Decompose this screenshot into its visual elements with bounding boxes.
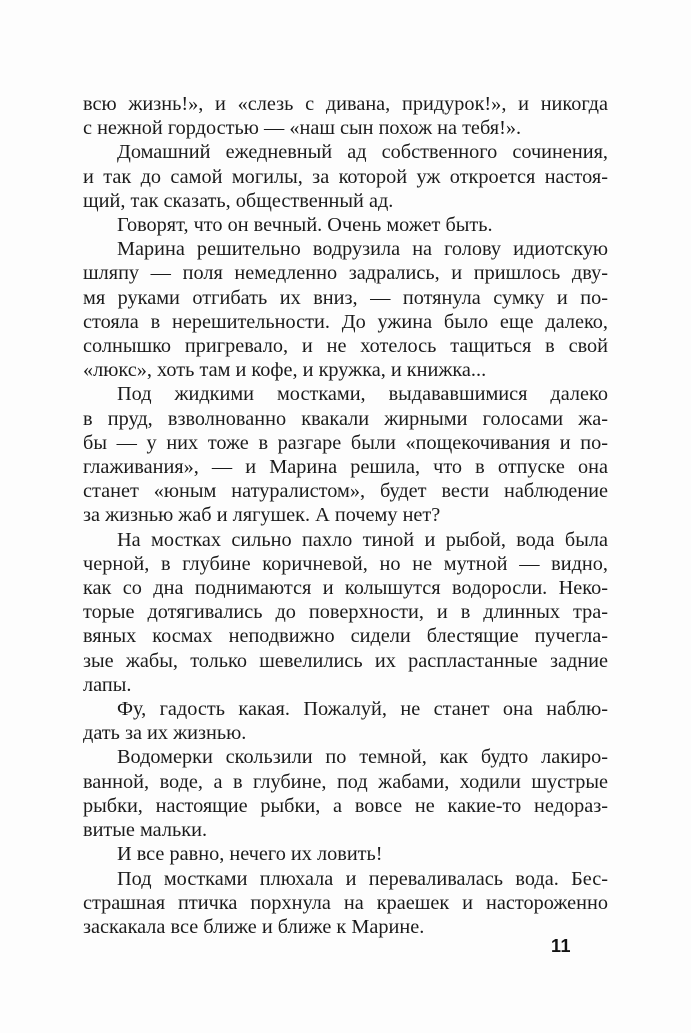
- text-line: станет «юным натуралистом», будет вести наблюдение: [83, 480, 608, 503]
- text-line: страшная птичка порхнула на краешек и настороженно: [83, 891, 608, 914]
- paragraph: [83, 237, 608, 382]
- paragraph: [83, 842, 608, 866]
- text-line: глаживания», — и Марина решила, что в отпуске она: [83, 456, 608, 479]
- text-line: торые дотягивались до поверхности, и в длинных тра-: [83, 601, 608, 624]
- text-line: витые мальки.: [83, 819, 208, 842]
- paragraph: [83, 867, 608, 940]
- text-line: мя руками отгибать их вниз, — потянула сумку и по-: [83, 286, 608, 309]
- text-line: за жизнью жаб и лягушек. А почему нет?: [83, 504, 441, 527]
- text-line: бы — у них тоже в разгаре были «пощекочивания и по-: [83, 431, 608, 454]
- text-line: И все равно, нечего их ловить!: [117, 843, 383, 866]
- text-line: На мостках сильно пахло тиной и рыбой, вода была: [117, 528, 608, 551]
- text-line: стояла в нерешительности. До ужина было еще далеко,: [83, 310, 608, 333]
- text-line: рыбки, настоящие рыбки, а вовсе не какие-то недораз-: [83, 794, 608, 817]
- text-line: черной, в глубине коричневой, но не мутной — видно,: [83, 552, 608, 575]
- paragraph: [83, 140, 608, 213]
- text-line: в пруд, взволнованно квакали жирными голосами жа-: [83, 407, 608, 430]
- text-line: и так до самой могилы, за которой уж откроется настоя-: [83, 165, 608, 188]
- paragraph: [83, 528, 608, 697]
- text-line: Фу, гадость какая. Пожалуй, не станет она наблю-: [117, 698, 608, 721]
- page-number: 11: [551, 936, 572, 956]
- text-line: ванной, воде, а в глубине, под жабами, ходили шустрые: [83, 770, 608, 793]
- text-line: как со дна поднимаются и колышутся водоросли. Неко-: [83, 577, 608, 600]
- text-line: «люкс», хоть там и кофе, и кружка, и книжка...: [83, 359, 487, 382]
- text-line: заскакала все ближе и ближе к Марине.: [83, 915, 425, 938]
- paragraph: [83, 92, 608, 140]
- text-line: с нежной гордостью — «наш сын похож на тебя!».: [83, 117, 522, 140]
- text-line: Под мостками плюхала и переваливалась вода. Бес-: [117, 867, 608, 890]
- text-line: Говорят, что он вечный. Очень может быть.: [117, 214, 493, 237]
- text-line: зые жабы, только шевелились их распластанные задние: [83, 649, 608, 672]
- paragraph: [83, 745, 608, 842]
- book-page-text-column: [83, 92, 608, 939]
- text-line: всю жизнь!», и «слезь с дивана, придурок!», и никогда: [83, 93, 608, 115]
- text-line: вяных космах неподвижно сидели блестящие пучегла-: [83, 625, 608, 648]
- paragraph: [83, 382, 608, 527]
- paragraph: [83, 213, 608, 237]
- text-line: дать за их жизнью.: [83, 722, 247, 745]
- paragraph: [83, 697, 608, 745]
- text-line: шляпу — поля немедленно задрались, и пришлось дву-: [83, 262, 608, 285]
- text-line: лапы.: [83, 673, 132, 696]
- text-line: Домашний ежедневный ад собственного сочинения,: [117, 141, 608, 164]
- text-line: Водомерки скользили по темной, как будто лакиро-: [117, 746, 608, 769]
- text-line: щий, так сказать, общественный ад.: [83, 189, 394, 212]
- text-line: Марина решительно водрузила на голову идиотскую: [117, 238, 608, 261]
- text-line: солнышко пригревало, и не хотелось тащиться в свой: [83, 335, 608, 358]
- text-line: Под жидкими мостками, выдававшимися далеко: [117, 383, 608, 406]
